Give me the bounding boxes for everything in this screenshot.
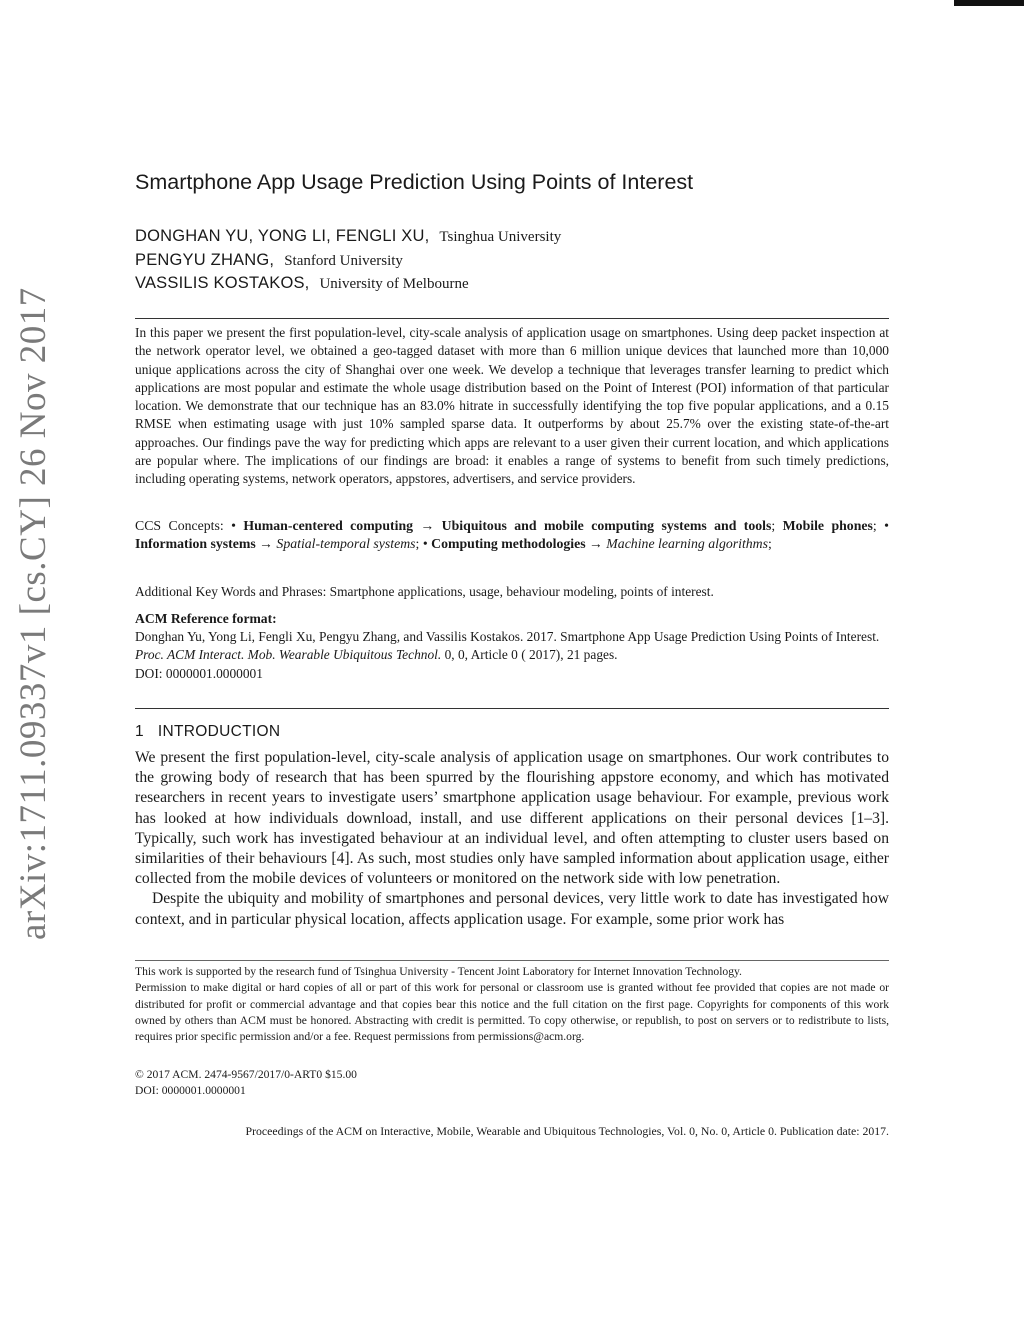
page-footer: Proceedings of the ACM on Interactive, Mobile, Wearable and Ubiquitous Technologies, Vol. 0, No. 0, Article 0. Publication date: 2017.: [245, 1124, 889, 1138]
ccs-concept: Mobile phones: [782, 518, 873, 533]
acm-reference-heading: ACM Reference format:: [135, 611, 277, 626]
ccs-concept: Computing methodologies: [431, 536, 586, 552]
ccs-bullet: •: [231, 518, 236, 533]
ccs-label: CCS Concepts:: [135, 518, 224, 533]
abstract-top-rule: [135, 318, 889, 319]
section-top-rule: [135, 708, 889, 709]
ccs-concept: Spatial-temporal systems: [276, 536, 416, 552]
abstract: In this paper we present the first population-level, city-scale analysis of application usage on smartphones. Using deep packet inspection at the network operator level, we obtained a geo-tagged dataset with more than 6 million unique devices that launched more than 10,000 unique applications across the city of Shanghai over one week. We develop a technique that leverages transfer learning to predict which applications are most popular and estimate the whole usage distribution based on the Point of Interest (POI) information of that particular location. We demonstrate that our technique has an 83.0% hitrate in successfully identifying the top five popular applications, and a 0.15 RMSE when estimating usage with just 10% sampled sparse data. It outperforms by about 25.7% over the existing state-of-the-art approaches. Our findings pave the way for predicting which apps are relevant to a user given their current location, and which applications are popular where. The implications of our findings are broad: it enables a range of systems to benefit from such timely predictions, including operating systems, network operators, appstores, advertisers, and service providers.: [135, 325, 889, 487]
introduction-body: [135, 748, 889, 930]
author-affiliation: University of Melbourne: [319, 276, 469, 292]
permission-notice: Permission to make digital or hard copies of all or part of this work for personal or classroom use is granted without fee provided that copies are not made or distributed for profit or commercial advantage and that copies bear this notice and the full citation on the first page. Copyrights for components of this work owned by others than ACM must be honored. Abstracting with credit is permitted. To copy otherwise, or republish, to post on servers or to redistribute to lists, requires prior specific permission and/or a fee. Request permissions from permissions@acm.org.: [135, 981, 889, 1044]
keywords: Additional Key Words and Phrases: Smartphone applications, usage, behaviour modeling, points of interest.: [135, 584, 714, 599]
paragraph: We present the first population-level, city-scale analysis of application usage on smartphones. Our work contributes to the growing body of research that has been spurred by the flourishing appstore economy, and which has motivated researchers in recent years to investigate users’ smartphone application usage behaviour. For example, previous work has looked at how individuals download, install, and use different applications on their personal devices [1–3]. Typically, such work has investigated behaviour at an individual level, and often attempting to cluster users based on similarities of their behaviours [4]. As such, most studies only have sampled information about application usage, either collected from the mobile devices of volunteers or monitored on the network side with low penetration.: [135, 749, 889, 888]
citation-venue: Proc. ACM Interact. Mob. Wearable Ubiquitous Technol.: [135, 647, 442, 663]
copyright-line: © 2017 ACM. 2474-9567/2017/0-ART0 $15.00: [135, 1068, 357, 1081]
ccs-concept: Information systems: [135, 536, 256, 552]
author-affiliation: Tsinghua University: [439, 229, 562, 245]
ccs-concepts: CCS Concepts: • Human-centered computing → Ubiquitous and mobile computing systems and tools; Mobile phones; • Information systems → Spatial-temporal systems; • Computing methodologies → Machine learning algorithms;: [135, 518, 889, 552]
citation-details: 0, 0, Article 0 ( 2017), 21 pages.: [444, 647, 618, 663]
ccs-concept: Ubiquitous and mobile computing systems and tools: [441, 518, 772, 533]
citation-text: Donghan Yu, Yong Li, Fengli Xu, Pengyu Zhang, and Vassilis Kostakos. 2017. Smartphone App Usage Prediction Using Points of Interest.: [135, 629, 880, 644]
author-names: PENGYU ZHANG,: [135, 250, 275, 269]
ccs-concept: Human-centered computing: [243, 518, 414, 533]
ccs-arrow: →: [589, 536, 603, 552]
footnote-rule: [135, 960, 889, 961]
corner-mark: [954, 0, 1024, 6]
acm-reference: [135, 628, 889, 683]
section-heading: [135, 723, 280, 741]
section-title: INTRODUCTION: [157, 723, 281, 740]
ccs-arrow: →: [259, 536, 273, 552]
footnote: [135, 964, 889, 1045]
author-line: [135, 249, 561, 273]
arxiv-stamp: arXiv:1711.09337v1 [cs.CY] 26 Nov 2017: [13, 287, 54, 940]
ccs-bullet: •: [884, 518, 889, 533]
copyright-block: [135, 1067, 357, 1100]
citation-doi: DOI: 0000001.0000001: [135, 665, 263, 681]
ccs-arrow: →: [420, 518, 435, 533]
author-affiliation: Stanford University: [284, 252, 403, 269]
funding-note: This work is supported by the research fund of Tsinghua University - Tencent Joint Laboratory for Internet Innovation Technology.: [135, 965, 742, 978]
paper-title: Smartphone App Usage Prediction Using Points of Interest: [135, 170, 694, 194]
author-names: DONGHAN YU, YONG LI, FENGLI XU,: [135, 227, 430, 245]
copyright-doi: DOI: 0000001.0000001: [135, 1084, 246, 1098]
paragraph: Despite the ubiquity and mobility of smartphones and personal devices, very little work to date has investigated how context, and in particular physical location, affects application usage. For example, some prior work has: [135, 890, 889, 928]
ccs-bullet: •: [422, 536, 428, 552]
author-block: [135, 225, 561, 296]
ccs-concept: Machine learning algorithms: [606, 536, 769, 552]
author-line: [135, 272, 561, 296]
section-number: 1: [135, 723, 144, 740]
author-names: VASSILIS KOSTAKOS,: [135, 274, 310, 292]
author-line: [135, 225, 561, 249]
